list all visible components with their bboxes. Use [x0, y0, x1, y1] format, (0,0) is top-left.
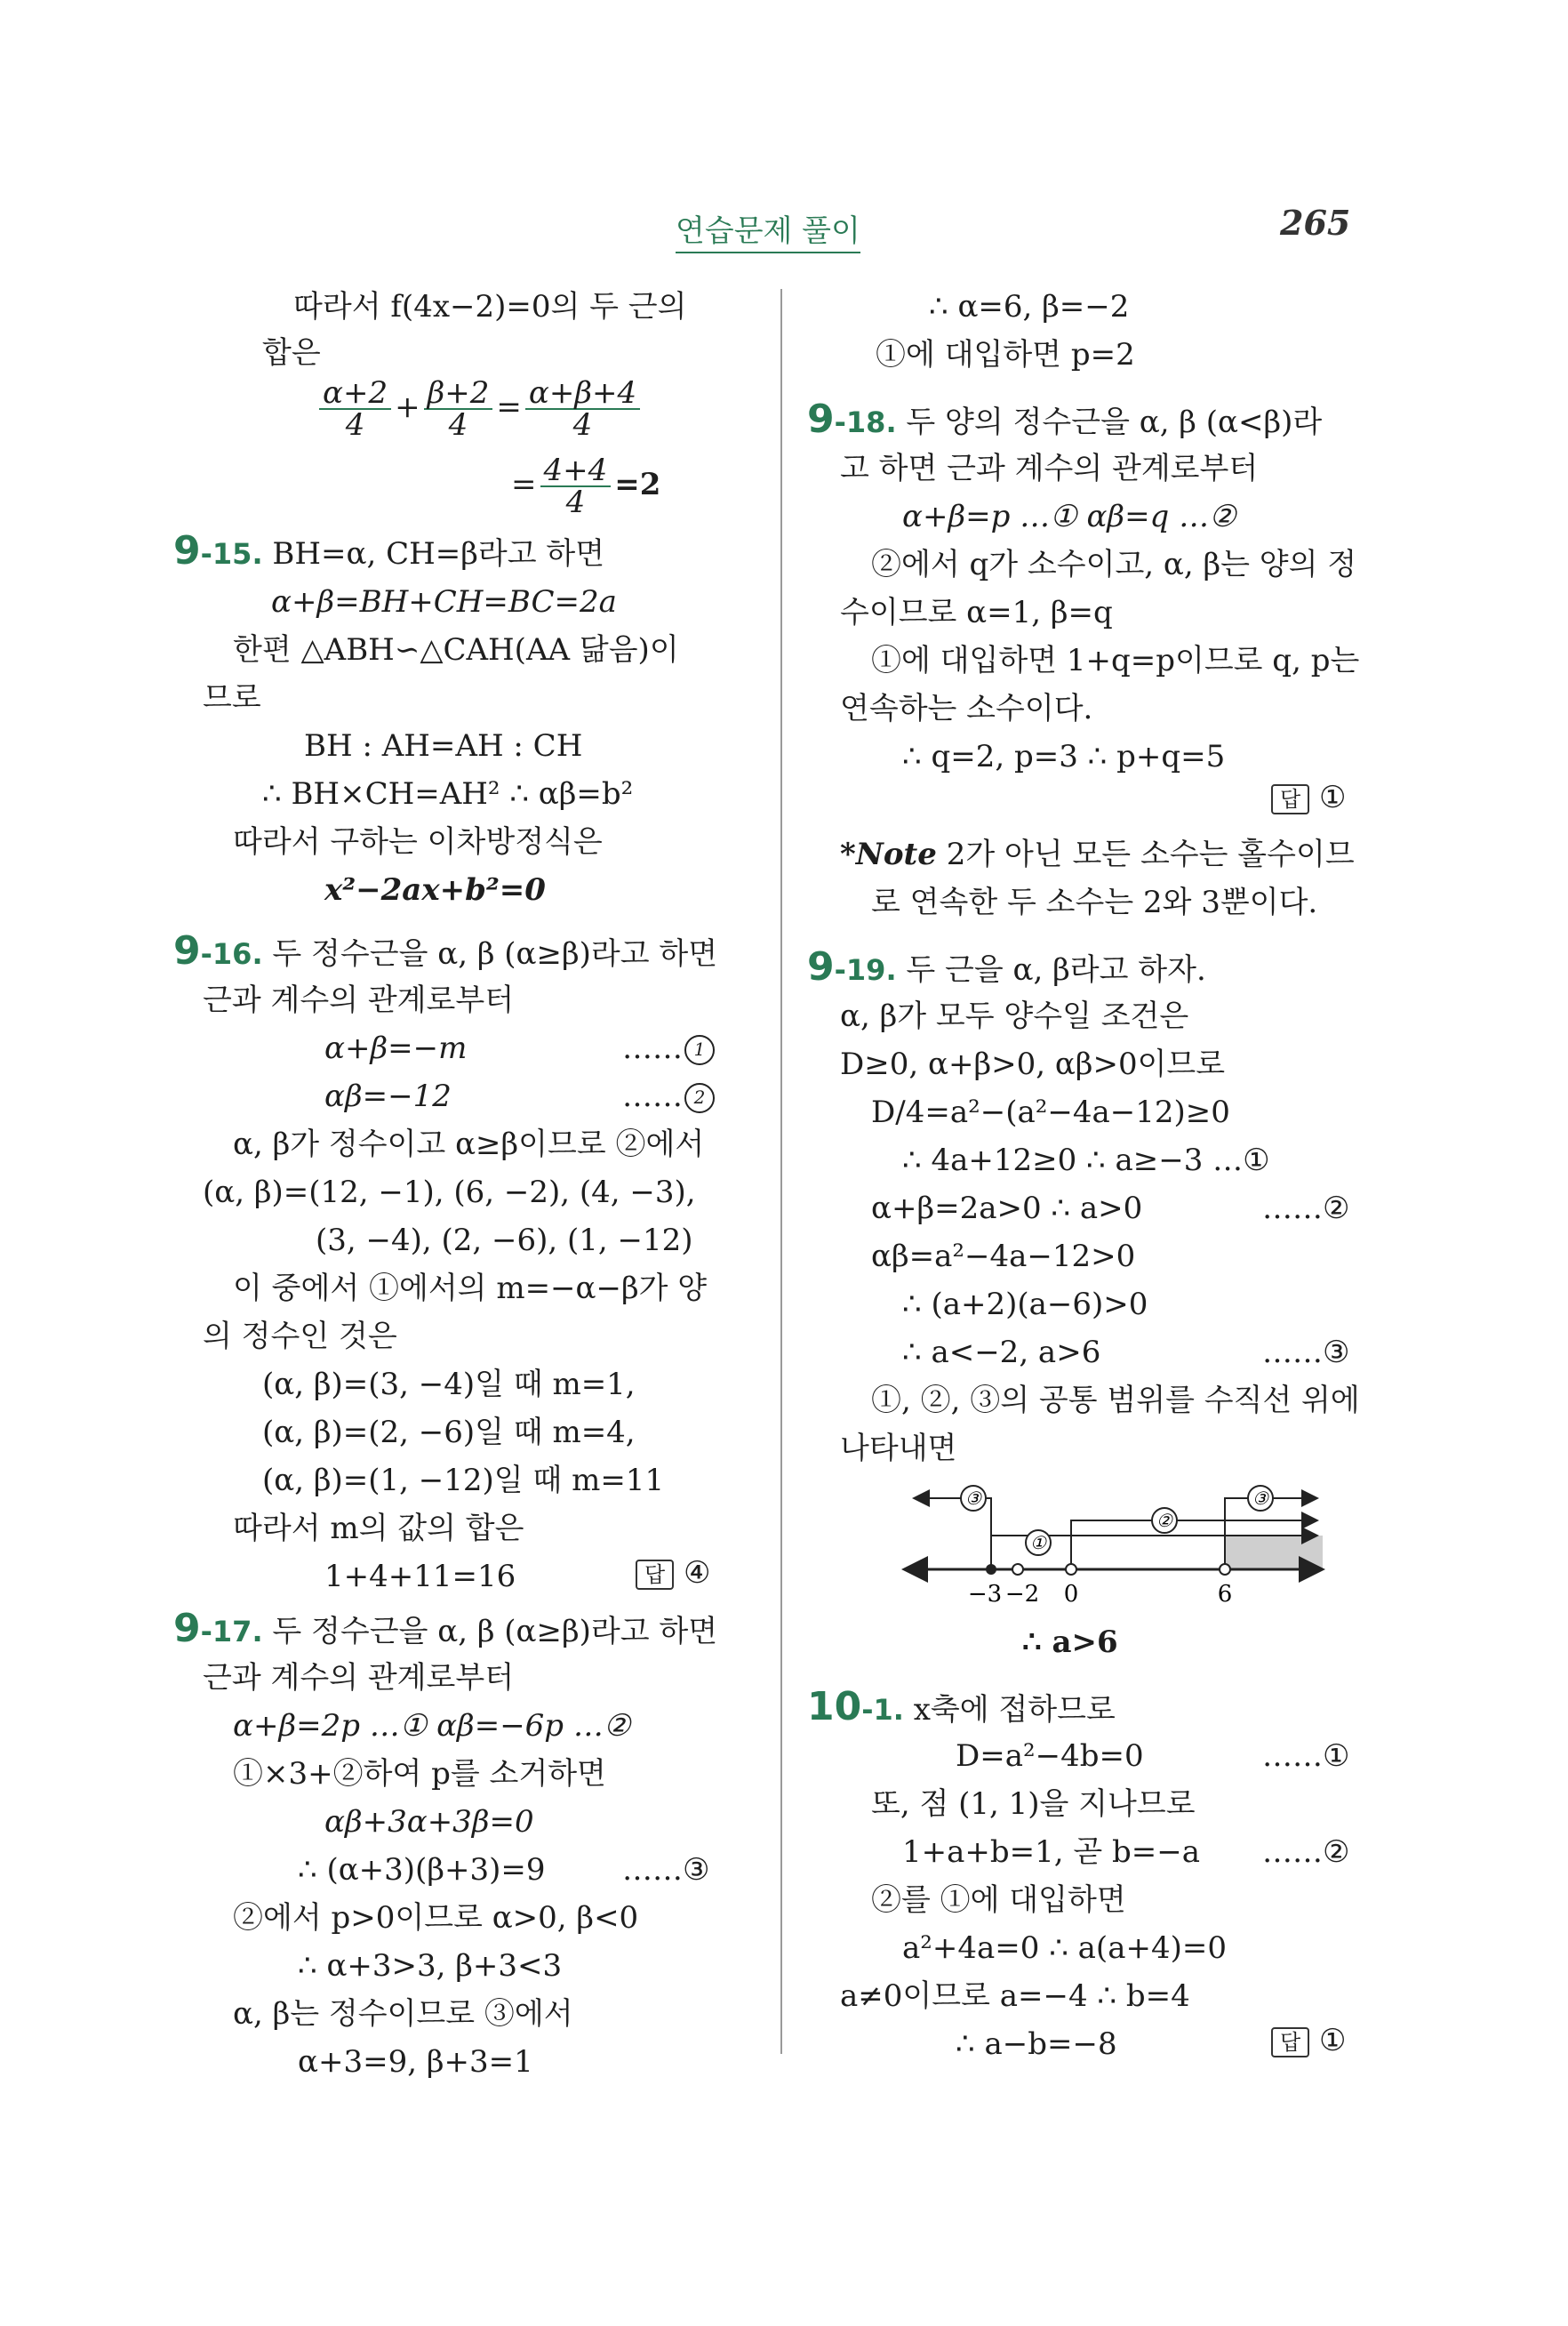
frac-2-num: β+2	[424, 378, 493, 410]
problem-10-1-line-2: D=a²−4b=0	[956, 1738, 1144, 1774]
problem-9-19-line-9: ∴ a<−2, a>6	[902, 1335, 1101, 1370]
region-label-3-left: ③	[965, 1488, 981, 1509]
problem-10-1-line-3: 또, 점 (1, 1)을 지나므로	[871, 1786, 1196, 1822]
region-label-1: ①	[1030, 1532, 1046, 1553]
sum-intro-line-2: 합은	[262, 335, 321, 371]
equals-sign-2: =	[511, 467, 537, 502]
section-title: 연습문제 풀이	[676, 206, 860, 253]
problem-9-17-line-8: ∴ α+3>3, β+3<3	[298, 1948, 563, 1984]
problem-9-19-line-11: 나타내면	[840, 1431, 957, 1466]
problem-9-19-eq2-marker: ……②	[1262, 1191, 1350, 1226]
sum-result-equation	[511, 453, 661, 520]
problem-9-16-line-1: 9-16. 두 정수근을 α, β (α≥β)라고 하면	[173, 928, 718, 974]
point-0	[1066, 1564, 1076, 1575]
problem-9-16-line-10: (α, β)=(3, −4)일 때 m=1,	[262, 1367, 636, 1402]
shaded-solution-region	[1225, 1536, 1323, 1569]
problem-9-15-line-5: BH : AH=AH : CH	[304, 728, 583, 764]
problem-9-17-line-10: α+3=9, β+3=1	[298, 2044, 533, 2080]
problem-9-19-line-3: D≥0, α+β>0, αβ>0이므로	[840, 1047, 1226, 1082]
problem-9-17-line-1: 9-17. 두 정수근을 α, β (α≥β)라고 하면	[173, 1606, 718, 1651]
plus-sign: +	[395, 389, 420, 425]
tick-label-minus-2: −2	[1004, 1581, 1040, 1608]
point-minus-3	[986, 1564, 996, 1575]
problem-9-16-line-5: α, β가 정수이고 α≥β이므로 ②에서	[233, 1127, 705, 1162]
column-divider	[780, 289, 782, 2054]
problem-9-15-line-3: 한편 △ABH∽△CAH(AA 닮음)이	[233, 632, 679, 668]
problem-9-16-eq1-marker: …… 1	[622, 1033, 716, 1065]
problem-9-17-line-3: α+β=2p …① αβ=−6p …②	[233, 1708, 631, 1744]
problem-9-18-answer: 답 ①	[1271, 782, 1346, 814]
problem-9-17-line-9: α, β는 정수이므로 ③에서	[233, 1996, 573, 2032]
page-number: 265	[1280, 203, 1351, 243]
problem-9-18-line-2: 고 하면 근과 계수의 관계로부터	[840, 451, 1259, 486]
problem-9-16-eq2-marker: …… 2	[622, 1081, 716, 1113]
problem-9-19-line-1: 9-19. 두 근을 α, β라고 하자.	[807, 944, 1206, 990]
sum-intro-line: 따라서 f(4x−2)=0의 두 근의	[293, 289, 687, 325]
problem-9-16-line-13: 따라서 m의 값의 합은	[233, 1511, 524, 1546]
problem-9-16-line-6: (α, β)=(12, −1), (6, −2), (4, −3),	[203, 1175, 696, 1210]
problem-10-1-line-1: 10-1. x축에 접하므로	[807, 1684, 1116, 1729]
tick-label-6: 6	[1217, 1581, 1233, 1608]
problem-9-17-eq3-marker: ……③	[622, 1852, 710, 1888]
problem-9-16-line-8: 이 중에서 ①에서의 m=−α−β가 양	[233, 1271, 708, 1306]
problem-10-1-eq1-marker: ……①	[1262, 1738, 1350, 1774]
problem-9-16-line-3: α+β=−m	[324, 1031, 468, 1066]
problem-9-19-result: ∴ a>6	[1022, 1624, 1118, 1660]
problem-9-19-eq3-marker: ……③	[1262, 1335, 1350, 1370]
problem-9-16-line-7: (3, −4), (2, −6), (1, −12)	[316, 1223, 693, 1258]
problem-9-16-line-14: 1+4+11=16	[324, 1559, 516, 1594]
problem-9-16-line-2: 근과 계수의 관계로부터	[203, 983, 515, 1018]
problem-9-18-line-8: ∴ q=2, p=3 ∴ p+q=5	[902, 739, 1226, 774]
problem-9-15-line-4: 므로	[203, 680, 261, 716]
note-label: *Note	[840, 837, 937, 872]
problem-9-16-answer: 답 ④	[636, 1558, 710, 1590]
problem-9-15-line-7: 따라서 구하는 이차방정식은	[233, 824, 603, 860]
problem-9-18-line-5: 수이므로 α=1, β=q	[840, 595, 1113, 630]
frac-2-den: 4	[448, 407, 468, 443]
number-line-diagram	[889, 1472, 1351, 1614]
frac-4-den: 4	[565, 485, 586, 520]
problem-9-19-line-7: αβ=a²−4a−12>0	[871, 1239, 1136, 1274]
note-line-2: 로 연속한 두 소수는 2와 3뿐이다.	[871, 885, 1318, 920]
circled-1-icon: 1	[684, 1035, 715, 1065]
problem-number-9-18: 9-18.	[807, 397, 897, 442]
problem-9-19-line-4: D/4=a²−(a²−4a−12)≥0	[871, 1095, 1230, 1130]
answer-label-box: 답	[1271, 2027, 1309, 2057]
circled-2-icon: 2	[684, 1083, 715, 1113]
frac-4-num: 4+4	[540, 455, 612, 487]
equals-sign: =	[496, 389, 522, 425]
frac-3-num: α+β+4	[525, 378, 640, 410]
problem-9-16-line-11: (α, β)=(2, −6)일 때 m=4,	[262, 1415, 636, 1450]
problem-9-19-line-5: ∴ 4a+12≥0 ∴ a≥−3 …①	[902, 1143, 1270, 1178]
problem-9-19-line-10: ①, ②, ③의 공통 범위를 수직선 위에	[871, 1383, 1360, 1418]
problem-9-19-line-2: α, β가 모두 양수일 조건은	[840, 999, 1189, 1034]
problem-9-15-line-6: ∴ BH×CH=AH² ∴ αβ=b²	[262, 776, 634, 812]
tick-label-minus-3: −3	[967, 1581, 1003, 1608]
problem-number-9-15: 9-15.	[173, 528, 263, 573]
frac-1-den: 4	[345, 407, 365, 443]
problem-9-15-line-2: α+β=BH+CH=BC=2a	[271, 584, 617, 620]
region-label-3-right: ③	[1252, 1488, 1268, 1509]
sum-fraction-equation	[316, 375, 644, 443]
problem-number-9-16: 9-16.	[173, 928, 263, 974]
tick-label-0: 0	[1063, 1581, 1079, 1608]
problem-9-19-line-6: α+β=2a>0 ∴ a>0	[871, 1191, 1143, 1226]
problem-number-9-19: 9-19.	[807, 944, 897, 990]
point-minus-2	[1012, 1564, 1023, 1575]
problem-9-17-line-2: 근과 계수의 관계로부터	[203, 1660, 515, 1696]
point-6	[1220, 1564, 1230, 1575]
problem-9-18-line-3: α+β=p …① αβ=q …②	[902, 499, 1236, 534]
frac-1-num: α+2	[319, 378, 391, 410]
problem-9-16-line-12: (α, β)=(1, −12)일 때 m=11	[262, 1463, 665, 1498]
problem-9-17-line-4: ①×3+②하여 p를 소거하면	[233, 1756, 606, 1792]
problem-9-18-line-1: 9-18. 두 양의 정수근을 α, β (α<β)라	[807, 397, 1323, 442]
problem-10-1-line-6: a²+4a=0 ∴ a(a+4)=0	[902, 1930, 1227, 1966]
problem-9-16-line-9: 의 정수인 것은	[203, 1319, 397, 1354]
frac-3-den: 4	[572, 407, 593, 443]
problem-10-1-eq2-marker: ……②	[1262, 1834, 1350, 1870]
problem-9-16-line-4: αβ=−12	[324, 1079, 452, 1114]
problem-9-15-answer: x²−2ax+b²=0	[324, 872, 546, 908]
problem-number-10-1: 10-1.	[807, 1684, 904, 1729]
problem-9-17-line-7: ②에서 p>0이므로 α>0, β<0	[233, 1900, 639, 1936]
problem-9-15-line-1: 9-15. BH=α, CH=β라고 하면	[173, 528, 605, 573]
problem-9-17-cont-line-1: ∴ α=6, β=−2	[929, 289, 1130, 325]
answer-label-box: 답	[1271, 784, 1309, 814]
problem-9-19-line-8: ∴ (a+2)(a−6)>0	[902, 1287, 1148, 1322]
problem-9-18-line-4: ②에서 q가 소수이고, α, β는 양의 정	[871, 547, 1357, 582]
problem-9-17-cont-line-2: ①에 대입하면 p=2	[876, 337, 1135, 373]
problem-10-1-line-5: ②를 ①에 대입하면	[871, 1882, 1126, 1918]
problem-9-18-line-7: 연속하는 소수이다.	[840, 691, 1093, 726]
problem-10-1-line-4: 1+a+b=1, 곧 b=−a	[902, 1834, 1201, 1870]
problem-9-18-line-6: ①에 대입하면 1+q=p이므로 q, p는	[871, 643, 1360, 678]
problem-10-1-answer: 답 ①	[1271, 2025, 1346, 2057]
problem-10-1-line-7: a≠0이므로 a=−4 ∴ b=4	[840, 1978, 1190, 2014]
problem-9-17-line-5: αβ+3α+3β=0	[324, 1804, 534, 1840]
region-label-2: ②	[1156, 1510, 1172, 1531]
answer-label-box: 답	[636, 1560, 674, 1590]
problem-10-1-line-8: ∴ a−b=−8	[956, 2026, 1117, 2062]
problem-9-17-line-6: ∴ (α+3)(β+3)=9	[298, 1852, 546, 1888]
problem-number-9-17: 9-17.	[173, 1606, 263, 1651]
sum-result: =2	[614, 467, 661, 502]
note-line-1: *Note 2가 아닌 모든 소수는 홀수이므	[840, 837, 1355, 872]
